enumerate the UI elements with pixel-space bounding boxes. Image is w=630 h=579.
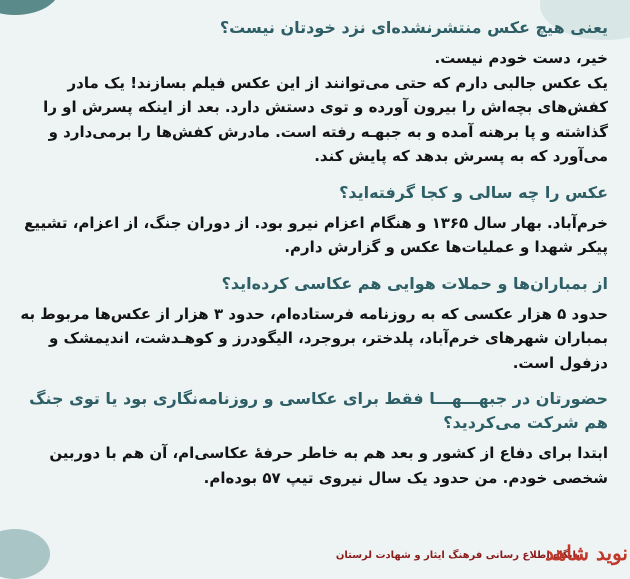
answer-4 xyxy=(14,441,608,490)
answer-3-line-1: حدود ۵ هزار عکسی که به روزنامه فرستاده‌ام، حدود ۳ هزار از عکس‌ها مربوط به بمباران شهرهای خرم‌آباد، پلدختر، بروجرد، الیگودرز و کوهـدشت، اندیمشک و دزفول است. xyxy=(20,304,608,372)
qa-block-3 xyxy=(14,272,608,376)
answer-1-line-2: یک عکس جالبی دارم که حتی می‌توانند از این عکس فیلم بسازند! یک مادر کفش‌های بچه‌اش را بیرون آورده و توی دستش دارد. بعد از اینکه پسرش او را گذاشته و پا برهنه آمده و به جبهـه رفته است. مادرش کفش‌ها را برمی‌دارد و می‌آورد که به پسرش بدهد که پایش کند. xyxy=(43,73,608,165)
footer-watermark xyxy=(335,537,628,565)
interview-content xyxy=(14,16,608,502)
answer-1-line-1: خیر، دست خودم نیست. xyxy=(434,49,608,67)
question-3: از بمباران‌ها و حملات هوایی هم عکاسی کرده‌اید؟ xyxy=(221,273,608,293)
qa-block-2 xyxy=(14,181,608,260)
decor-blob-bottom-left xyxy=(0,529,50,579)
answer-4-line-1: ابتدا برای دفاع از کشور و بعد هم به خاطر حرفهٔ عکاسی‌ام، آن هم با دوربین شخصی خودم. من حدود یک سال نیروی تیپ ۵۷ بوده‌ام. xyxy=(49,444,608,487)
site-logo: نوید شاهد xyxy=(545,541,628,565)
footer-caption: پایگاه اطلاع رسانی فرهنگ ایثار و شهادت لرستان xyxy=(335,550,580,561)
answer-1 xyxy=(14,46,608,169)
question-2: عکس را چه سالی و کجا گرفته‌اید؟ xyxy=(339,182,608,202)
decor-blob-top-left xyxy=(0,0,60,15)
question-4: حضورتان در جبهـــهـــا فقط برای عکاسی و روزنامه‌نگاری بود یا توی جنگ هم شرکت می‌کردید؟ xyxy=(29,389,608,432)
answer-2-line-1: خرم‌آباد. بهار سال ۱۳۶۵ و هنگام اعزام نیرو بود. از دوران جنگ، از اعزام، تشییع پیکر شهدا و عملیات‌ها عکس و گزارش دارم. xyxy=(24,213,608,256)
question-1: یعنی هیچ عکس منتشرنشده‌ای نزد خودتان نیست؟ xyxy=(219,18,608,37)
qa-block-4 xyxy=(14,387,608,490)
answer-3 xyxy=(14,302,608,376)
qa-block-1 xyxy=(14,16,608,169)
answer-2 xyxy=(14,211,608,260)
